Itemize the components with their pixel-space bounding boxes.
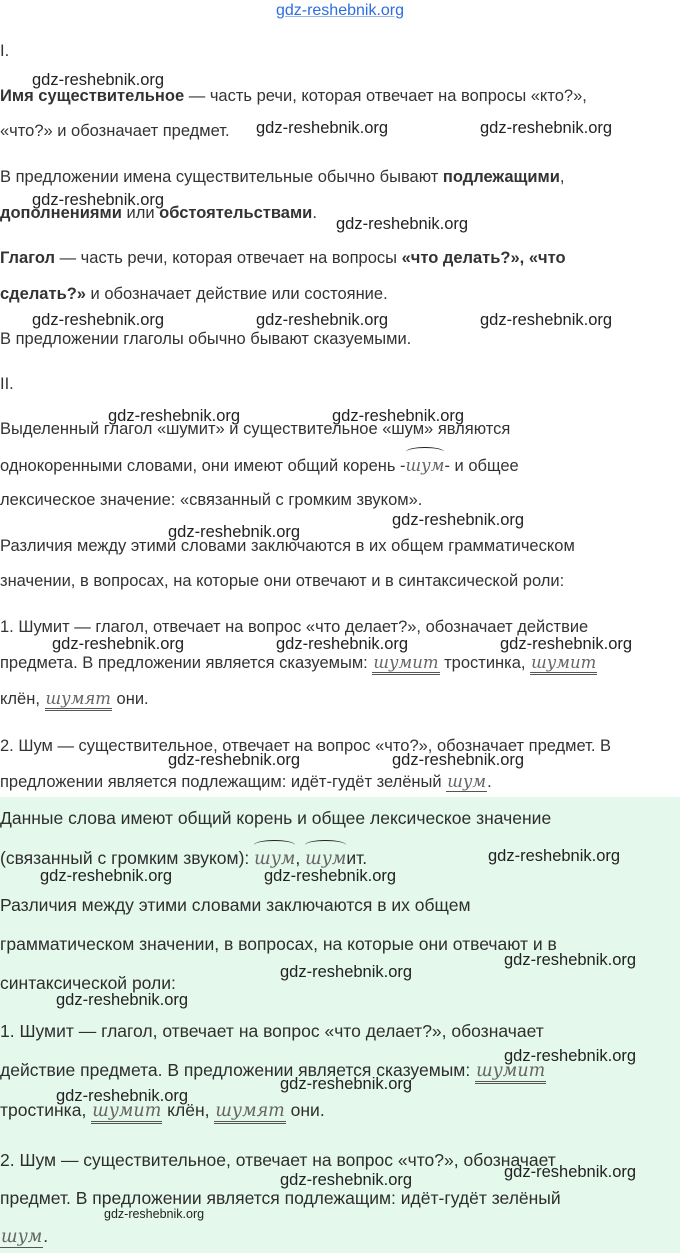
- answer-line: 2. Шум — существительное, отвечает на вопрос «что?», обозначает: [0, 1150, 556, 1170]
- section-number: II.: [0, 375, 14, 393]
- paragraph-line: однокоренными словами, они имеют общий корень -шум- и общее: [0, 456, 519, 475]
- predicate-word: шумят: [45, 689, 112, 711]
- paragraph-line: значении, в вопросах, на которые они отвечают и в синтаксической роли:: [0, 572, 565, 590]
- watermark: gdz-reshebnik.org: [480, 119, 613, 137]
- list-item-line: 1. Шумит — глагол, отвечает на вопрос «что делает?», обозначает действие: [0, 618, 589, 636]
- watermark: gdz-reshebnik.org: [480, 311, 613, 329]
- root-mark: шум: [405, 456, 445, 475]
- list-item-line: предложении является подлежащим: идёт-гудёт зелёный шум.: [0, 772, 492, 791]
- answer-line: тростинка, шумит клён, шумят они.: [0, 1100, 325, 1121]
- answer-line: Данные слова имеют общий корень и общее лексическое значение: [0, 808, 552, 828]
- subject-word: шум: [1, 1227, 43, 1247]
- root-mark: шум: [254, 849, 296, 869]
- watermark: gdz-reshebnik.org: [40, 867, 173, 885]
- watermark: gdz-reshebnik.org: [168, 523, 301, 541]
- watermark: gdz-reshebnik.org: [280, 963, 413, 981]
- watermark: gdz-reshebnik.org: [504, 1163, 637, 1181]
- watermark: gdz-reshebnik.org: [280, 1075, 413, 1093]
- paragraph-line: Различия между этими словами заключаются в их общем грамматическом: [0, 537, 575, 555]
- section-number: I.: [0, 42, 10, 60]
- noun-definition-line-1: Имя существительное — часть речи, которая отвечает на вопросы «кто?»,: [0, 87, 587, 105]
- noun-roles-line-1: В предложении имена существительные обычно бывают подлежащими,: [0, 168, 565, 186]
- watermark: gdz-reshebnik.org: [392, 511, 525, 529]
- paragraph-line: Выделенный глагол «шумит» и существительное «шум» являются: [0, 420, 511, 438]
- subject-word: шум: [447, 772, 487, 791]
- verb-role-line: В предложении глаголы обычно бывают сказуемыми.: [0, 330, 412, 348]
- verb-definition-line-1: Глагол — часть речи, которая отвечает на вопросы «что делать?», «что: [0, 249, 566, 267]
- watermark: gdz-reshebnik.org: [32, 191, 165, 209]
- watermark: gdz-reshebnik.org: [108, 407, 241, 425]
- answer-line: предмет. В предложении является подлежащим: идёт-гудёт зелёный: [0, 1188, 561, 1208]
- watermark: gdz-reshebnik.org: [56, 991, 189, 1009]
- watermark: gdz-reshebnik.org: [264, 867, 397, 885]
- watermark: gdz-reshebnik.org: [104, 1207, 205, 1221]
- watermark: gdz-reshebnik.org: [32, 311, 165, 329]
- watermark: gdz-reshebnik.org: [32, 71, 165, 89]
- list-item-line: предмета. В предложении является сказуемым: шумит тростинка, шумит: [0, 653, 597, 673]
- term-verb: Глагол: [0, 249, 55, 267]
- watermark: gdz-reshebnik.org: [504, 951, 637, 969]
- predicate-word: шумят: [214, 1101, 285, 1124]
- list-item-line: 2. Шум — существительное, отвечает на вопрос «что?», обозначает предмет. В: [0, 737, 612, 755]
- watermark: gdz-reshebnik.org: [500, 635, 633, 653]
- answer-line: 1. Шумит — глагол, отвечает на вопрос «что делает?», обозначает: [0, 1021, 544, 1041]
- watermark: gdz-reshebnik.org: [280, 1171, 413, 1189]
- watermark: gdz-reshebnik.org: [256, 311, 389, 329]
- answer-line: Различия между этими словами заключаются в их общем: [0, 895, 471, 915]
- root-mark: шум: [305, 849, 347, 869]
- noun-roles-line-2: дополнениями или обстоятельствами.: [0, 204, 317, 222]
- answer-line: действие предмета. В предложении является сказуемым: шумит: [0, 1060, 546, 1081]
- site-header-link[interactable]: gdz-reshebnik.org: [275, 2, 405, 19]
- watermark: gdz-reshebnik.org: [332, 407, 465, 425]
- answer-line: (связанный с громким звуком): шум, шумит.: [0, 848, 368, 869]
- predicate-word: шумит: [475, 1061, 546, 1084]
- watermark: gdz-reshebnik.org: [336, 215, 469, 233]
- predicate-word: шумит: [530, 653, 597, 675]
- predicate-word: шумит: [372, 653, 439, 675]
- answer-line: шум.: [1, 1226, 49, 1247]
- watermark: gdz-reshebnik.org: [276, 635, 409, 653]
- paragraph-line: лексическое значение: «связанный с громким звуком».: [0, 491, 423, 509]
- watermark: gdz-reshebnik.org: [488, 847, 621, 865]
- noun-definition-line-2: «что?» и обозначает предмет.: [0, 122, 230, 140]
- term-noun: Имя существительное: [0, 87, 185, 105]
- watermark: gdz-reshebnik.org: [56, 1087, 189, 1105]
- predicate-word: шумит: [91, 1101, 162, 1124]
- list-item-line: клён, шумят они.: [0, 689, 149, 709]
- answer-line: грамматическом значении, в вопросах, на которые они отвечают и в: [0, 934, 557, 954]
- watermark: gdz-reshebnik.org: [52, 635, 185, 653]
- answer-line: синтаксической роли:: [0, 973, 176, 993]
- watermark: gdz-reshebnik.org: [256, 119, 389, 137]
- watermark: gdz-reshebnik.org: [504, 1047, 637, 1065]
- watermark: gdz-reshebnik.org: [392, 751, 525, 769]
- verb-definition-line-2: сделать?» и обозначает действие или состояние.: [0, 285, 388, 303]
- watermark: gdz-reshebnik.org: [168, 751, 301, 769]
